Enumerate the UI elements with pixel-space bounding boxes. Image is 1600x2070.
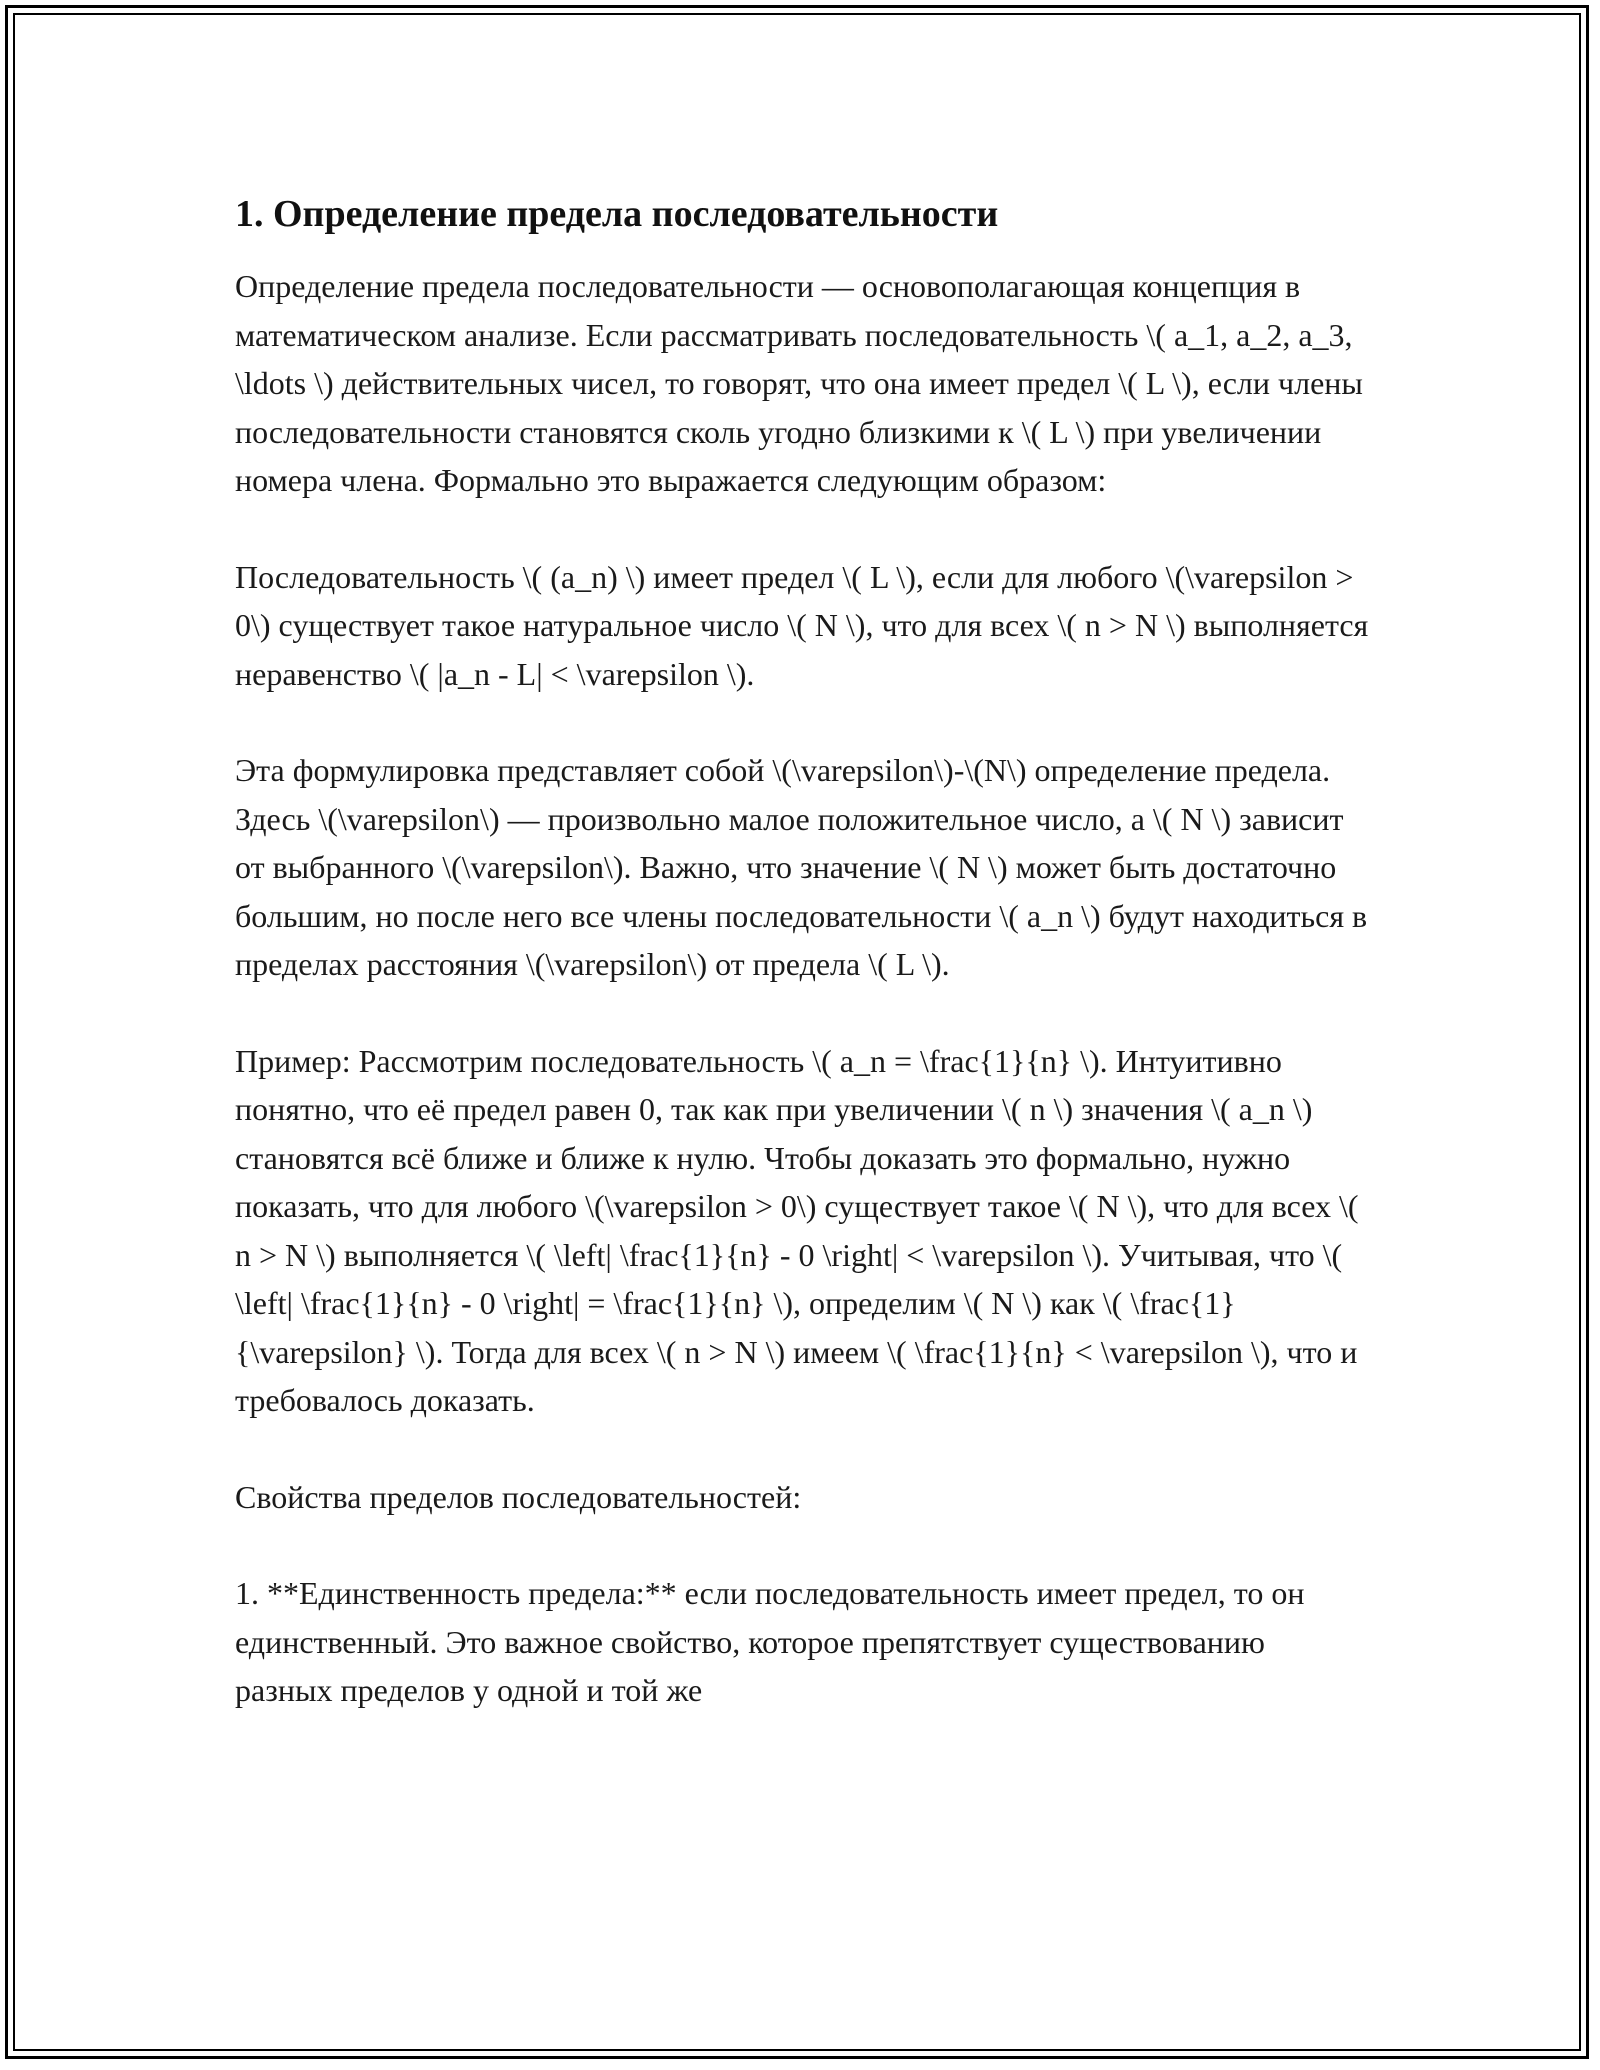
section-heading: 1. Определение предела последовательности — [235, 193, 999, 235]
paragraph-properties-heading: Свойства пределов последовательностей: — [235, 1478, 802, 1515]
paragraph-formal-definition: Последовательность \( (a_n) \) имеет предел \( L \), если для любого \(\varepsilon > 0\) существует такое натуральное число \( N \), что для всех \( n > N \) выполняется неравенство \( |a_n - L| < \varepsilon \). — [235, 558, 1369, 692]
paragraph-property-uniqueness: 1. **Единственность предела:** если последовательность имеет предел, то он единственный. Это важное свойство, которое препятствует существованию разных пределов у одной и той же — [235, 1575, 1305, 1708]
paragraph-definition-intro: Определение предела последовательности — основополагающая концепция в математическом анализе. Если рассматривать последовательность \( a_1, a_2, a_3, \ldots \) действительных чисел, то говорят, что она имеет предел \( L \), если члены последовательности становятся сколь угодно близкими к \( L \) при увеличении номера члена. Формально это выражается следующим образом: — [235, 268, 1363, 498]
paragraph-example: Пример: Рассмотрим последовательность \( a_n = \frac{1}{n} \). Интуитивно понятно, что её предел равен 0, так как при увеличении \( n \) значения \( a_n \) становятся всё ближе и ближе к нулю. Чтобы доказать это формально, нужно показать, что для любого \(\varepsilon > 0\) существует такое \( N \), что для всех \( n > N \) выполняется \( \left| \frac{1}{n} - 0 \right| < \varepsilon \). Учитывая, что \( \left| \frac{1}{n} - 0 \right| = \frac{1}{n} \), определим \( N \) как \( \frac{1}{\varepsilon} \). Тогда для всех \( n > N \) имеем \( \frac{1}{n} < \varepsilon \), что и требовалось доказать. — [235, 1042, 1359, 1418]
paragraph-epsilon-n-explanation: Эта формулировка представляет собой \(\varepsilon\)-\(N\) определение предела. Здесь \(\varepsilon\) — произвольно малое положительное число, а \( N \) зависит от выбранного \(\varepsilon\). Важно, что значение \( N \) может быть достаточно большим, но после него все члены последовательности \( a_n \) будут находиться в пределах расстояния \(\varepsilon\) от предела \( L \). — [235, 752, 1368, 982]
document-body — [235, 180, 1370, 1715]
